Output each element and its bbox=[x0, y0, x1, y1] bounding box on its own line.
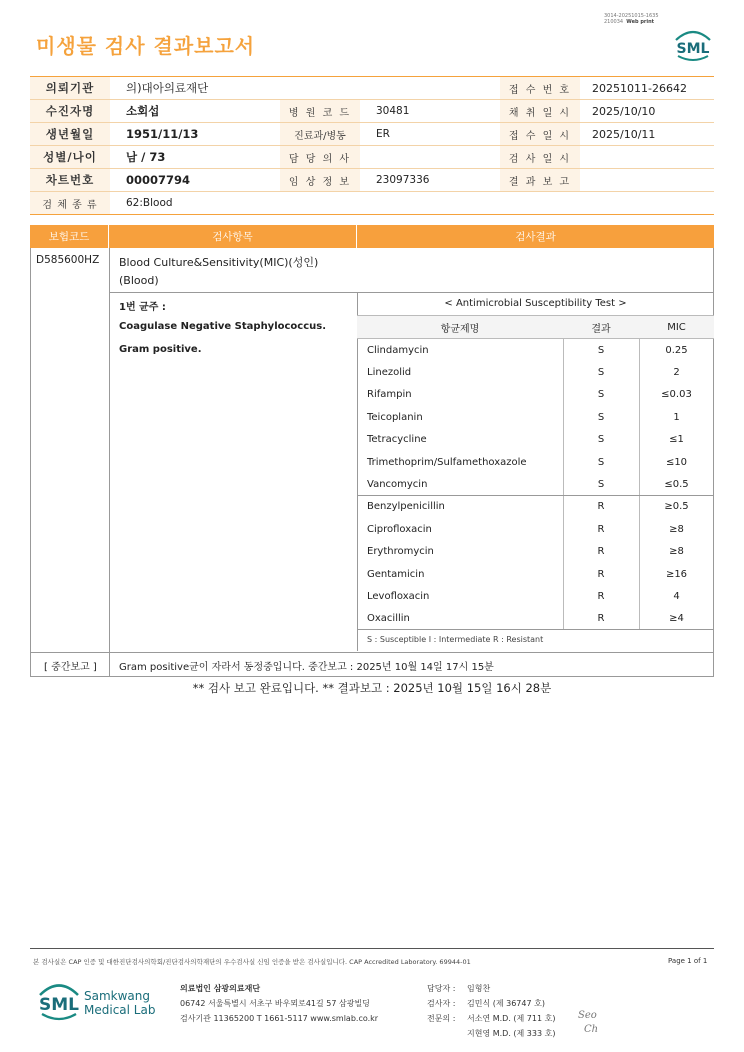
info-row bbox=[30, 77, 714, 100]
antibiotic-result: S bbox=[597, 367, 605, 379]
label-dept: 진료과/병동 bbox=[280, 123, 360, 145]
label-name: 수진자명 bbox=[30, 100, 110, 122]
label-test-date: 검 사 일 시 bbox=[500, 146, 580, 168]
antibiotic-result: S bbox=[597, 344, 605, 356]
label-hospital-code: 병 원 코 드 bbox=[280, 100, 360, 122]
patient-info-table bbox=[30, 76, 714, 215]
brand-line2: Medical Lab bbox=[84, 1003, 156, 1017]
value-chart-no: 00007794 bbox=[126, 173, 191, 187]
col-drug: 항균제명 bbox=[440, 323, 480, 335]
label-clinical-info: 임 상 정 보 bbox=[280, 169, 360, 191]
value-sex-age: 남 / 73 bbox=[126, 150, 166, 164]
antibiotic-name: Gentamicin bbox=[367, 568, 425, 580]
antibiotic-result: S bbox=[597, 434, 605, 446]
antibiotic-mic: 1 bbox=[673, 411, 680, 423]
antibiotic-name: Tetracycline bbox=[367, 434, 427, 446]
staff-list bbox=[427, 981, 555, 1041]
antibiotic-name: Clindamycin bbox=[367, 344, 429, 356]
antibiotic-row bbox=[357, 384, 714, 406]
brand-line1: Samkwang bbox=[84, 989, 150, 1003]
antibiotic-mic: ≥8 bbox=[669, 546, 684, 558]
antibiotic-mic: ≥4 bbox=[669, 613, 684, 625]
ast-title: < Antimicrobial Susceptibility Test > bbox=[444, 298, 627, 309]
col-result: 결과 bbox=[591, 323, 611, 335]
value-receipt-no: 20251011-26642 bbox=[592, 81, 687, 95]
antibiotic-result: S bbox=[597, 389, 605, 401]
organism-name: Coagulase Negative Staphylococcus. bbox=[119, 321, 327, 332]
info-row bbox=[30, 100, 714, 123]
antibiotic-result: S bbox=[597, 456, 605, 468]
legend: S : Susceptible I : Intermediate R : Resistant bbox=[367, 635, 544, 644]
results-table bbox=[30, 225, 714, 677]
interim-text: Gram positive균이 자라서 동정중입니다. 중간보고 : 2025년 10월 14일 17시 15분 bbox=[119, 662, 494, 673]
antibiotic-row bbox=[357, 518, 714, 540]
org-name: 의료법인 삼광의료재단 bbox=[180, 984, 261, 993]
label-receipt-no: 접 수 번 호 bbox=[500, 77, 580, 99]
label-doctor: 담 당 의 사 bbox=[280, 146, 360, 168]
value-specimen: 62:Blood bbox=[126, 197, 173, 209]
label-chart-no: 차트번호 bbox=[30, 169, 110, 191]
label-collect-date: 채 취 일 시 bbox=[500, 100, 580, 122]
head-code: 보험코드 bbox=[30, 225, 109, 248]
antibiotic-mic: ≥8 bbox=[669, 523, 684, 535]
sml-logo-icon bbox=[672, 26, 714, 62]
page-title: 미생물 검사 결과보고서 bbox=[36, 34, 256, 58]
antibiotic-mic: ≤0.03 bbox=[661, 389, 692, 401]
antibiotic-row bbox=[357, 339, 714, 361]
organism-number: 1번 균주 : bbox=[119, 302, 166, 313]
gram-stain: Gram positive. bbox=[119, 344, 202, 355]
sml-footer-logo-icon bbox=[35, 978, 83, 1026]
staff-role: 전문의 : bbox=[427, 1014, 456, 1023]
antibiotic-result: R bbox=[597, 523, 605, 535]
antibiotic-name: Rifampin bbox=[367, 389, 412, 401]
antibiotic-name: Trimethoprim/Sulfamethoxazole bbox=[367, 456, 527, 468]
antibiotic-row bbox=[357, 563, 714, 585]
staff-name: 김민식 (제 36747 호) bbox=[467, 999, 545, 1008]
head-result: 검사결과 bbox=[515, 231, 556, 243]
logo-text: SML bbox=[676, 41, 710, 57]
value-name: 소회섭 bbox=[126, 104, 160, 118]
staff-role: 담당자 : bbox=[427, 984, 456, 993]
antibiotic-name: Oxacillin bbox=[367, 613, 410, 625]
meta-webprint: Web print bbox=[626, 19, 655, 25]
antibiotic-row bbox=[357, 361, 714, 383]
antibiotic-mic: 2 bbox=[673, 367, 680, 379]
staff-line bbox=[427, 996, 555, 1011]
meta-id: 3014-20251015-1635 bbox=[604, 13, 659, 19]
antibiotic-name: Linezolid bbox=[367, 367, 412, 379]
staff-line bbox=[427, 1026, 555, 1041]
staff-line bbox=[427, 981, 555, 996]
value-collect-date: 2025/10/10 bbox=[592, 104, 656, 118]
antibiotic-mic: ≤0.5 bbox=[664, 479, 689, 491]
footer-divider bbox=[30, 948, 714, 949]
value-dept: ER bbox=[376, 128, 390, 140]
antibiotic-mic: 4 bbox=[673, 591, 680, 603]
staff-name: 지현영 M.D. (제 333 호) bbox=[467, 1029, 556, 1038]
antibiotic-row bbox=[357, 585, 714, 607]
antibiotic-name: Levofloxacin bbox=[367, 591, 430, 603]
org-address: 06742 서울특별시 서초구 바우뫼로41길 57 삼광빌딩 bbox=[180, 999, 370, 1008]
staff-line bbox=[427, 1011, 555, 1026]
staff-name: 임형찬 bbox=[467, 984, 491, 993]
antibiotic-name: Vancomycin bbox=[367, 479, 428, 491]
antibiotic-result: R bbox=[597, 613, 605, 625]
value-clinical-info: 23097336 bbox=[376, 174, 430, 186]
footer-logo-text: SML bbox=[39, 995, 79, 1015]
page-number: Page 1 of 1 bbox=[668, 957, 708, 965]
label-report: 결 과 보 고 bbox=[500, 169, 580, 191]
label-institution: 의뢰기관 bbox=[30, 77, 110, 99]
print-meta bbox=[604, 13, 659, 25]
antibiotic-result: R bbox=[597, 568, 605, 580]
info-row bbox=[30, 146, 714, 169]
antibiotic-name: Benzylpenicillin bbox=[367, 501, 445, 513]
meta-code: 210034 bbox=[604, 19, 624, 25]
staff-role: 검사자 : bbox=[427, 999, 456, 1008]
info-row bbox=[30, 123, 714, 146]
org-info bbox=[180, 981, 378, 1026]
value-hospital-code: 30481 bbox=[376, 105, 410, 117]
antibiotic-name: Erythromycin bbox=[367, 546, 434, 558]
label-birth: 생년월일 bbox=[30, 123, 110, 145]
value-birth: 1951/11/13 bbox=[126, 127, 199, 141]
staff-name: 서소연 M.D. (제 711 호) bbox=[467, 1014, 556, 1023]
antibiotic-mic: ≤10 bbox=[665, 456, 688, 468]
info-row bbox=[30, 169, 714, 192]
antibiotic-name: Teicoplanin bbox=[367, 411, 423, 423]
results-header bbox=[30, 225, 714, 248]
signature-2: Ch bbox=[584, 1024, 599, 1035]
signature-1: Seo bbox=[578, 1010, 597, 1021]
antibiotic-result: S bbox=[597, 479, 605, 491]
brand-name bbox=[84, 989, 155, 1017]
antibiotic-mic: ≥0.5 bbox=[664, 501, 689, 513]
head-item: 검사항목 bbox=[109, 225, 357, 248]
antibiotic-result: R bbox=[597, 501, 605, 513]
interim-label: [ 중간보고 ] bbox=[44, 662, 97, 673]
antibiotic-row bbox=[357, 496, 714, 518]
value-institution: 의)대아의료재단 bbox=[126, 81, 209, 95]
antibiotic-result: S bbox=[597, 411, 605, 423]
antibiotic-mic: 0.25 bbox=[665, 344, 688, 356]
accreditation-note: 본 검사실은 CAP 인증 및 대한진단검사의학회/진단검사의학재단의 우수검사실 신임 인증을 받은 검사실입니다. CAP Accredited Laboratory. 69944-01 bbox=[33, 958, 471, 966]
test-name: Blood Culture&Sensitivity(MIC)(성인) bbox=[119, 256, 319, 269]
antibiotic-name: Ciprofloxacin bbox=[367, 523, 432, 535]
label-receive-date: 접 수 일 시 bbox=[500, 123, 580, 145]
antibiotic-row bbox=[357, 406, 714, 428]
label-specimen: 검 체 종 류 bbox=[30, 192, 110, 214]
label-sex-age: 성별/나이 bbox=[30, 146, 110, 168]
col-mic: MIC bbox=[667, 321, 686, 333]
antibiotic-mic: ≥16 bbox=[665, 568, 688, 580]
ast-columns bbox=[357, 316, 714, 338]
insurance-code: D585600HZ bbox=[36, 254, 100, 266]
org-contact: 검사기관 11365200 T 1661-5117 www.smlab.co.kr bbox=[180, 1014, 379, 1023]
antibiotic-row bbox=[357, 473, 714, 495]
antibiotic-result: R bbox=[597, 546, 605, 558]
antibiotic-row bbox=[357, 429, 714, 451]
info-row bbox=[30, 192, 714, 215]
antibiotic-row bbox=[357, 451, 714, 473]
value-receive-date: 2025/10/11 bbox=[592, 127, 656, 141]
antibiotic-result: R bbox=[597, 591, 605, 603]
antibiotic-row bbox=[357, 608, 714, 630]
final-report: ** 검사 보고 완료입니다. ** 결과보고 : 2025년 10월 15일 16시 28분 bbox=[192, 681, 552, 695]
antibiotic-row bbox=[357, 541, 714, 563]
antibiotic-mic: ≤1 bbox=[669, 434, 684, 446]
test-specimen: (Blood) bbox=[119, 274, 159, 287]
